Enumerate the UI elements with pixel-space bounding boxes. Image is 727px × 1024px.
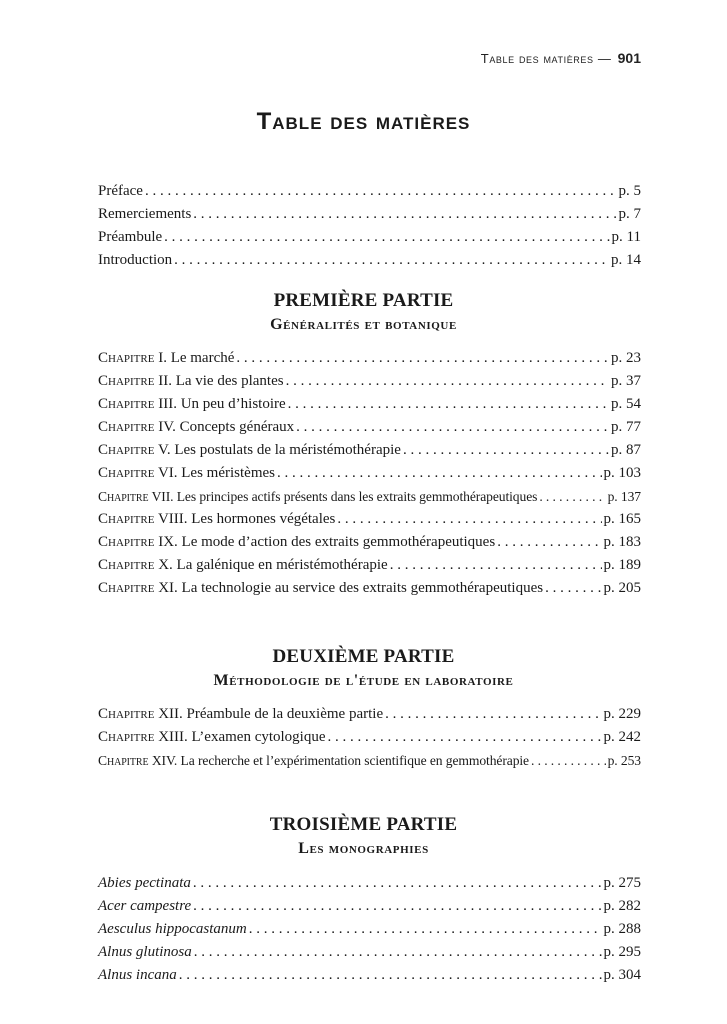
chapter-prefix: Chapitre (98, 396, 155, 412)
dot-leader (145, 180, 617, 203)
dot-leader (531, 749, 606, 772)
toc-entry[interactable] (98, 416, 641, 439)
chapter-prefix: Chapitre (98, 580, 155, 596)
dot-leader (193, 203, 616, 226)
entry-label: VI. Les méristèmes (157, 465, 275, 481)
dot-leader (545, 577, 601, 600)
running-head (481, 50, 641, 70)
toc-entry[interactable] (98, 370, 641, 393)
dot-leader (288, 393, 609, 416)
entry-label: XI. La technologie au service des extraits gemmothérapeutiques (158, 580, 544, 596)
chapter-prefix: Chapitre (98, 534, 155, 550)
dot-leader (193, 895, 601, 918)
entry-page: p. 229 (603, 706, 641, 722)
toc-entry[interactable] (98, 703, 641, 726)
dot-leader (236, 347, 609, 370)
dot-leader (296, 416, 609, 439)
running-head-title: Table des matières — (480, 51, 612, 66)
part-3-subtitle: Les monographies (298, 840, 429, 857)
entry-page: p. 205 (603, 580, 641, 596)
entry-label: Alnus incana (98, 967, 177, 983)
entry-page: p. 103 (603, 465, 641, 481)
part-3-title: TROISIÈME PARTIE (269, 814, 458, 835)
part-2-title: DEUXIÈME PARTIE (272, 646, 455, 667)
entry-page: p. 137 (607, 489, 641, 504)
dot-leader (286, 370, 609, 393)
entry-page: p. 275 (603, 875, 641, 891)
part-1-title: PREMIÈRE PARTIE (273, 290, 454, 311)
entry-page: p. 11 (611, 229, 641, 245)
entry-page: p. 189 (603, 557, 641, 573)
entry-label: Préface (98, 183, 143, 199)
dot-leader (194, 941, 602, 964)
entry-page: p. 23 (611, 350, 641, 366)
entry-label: XII. Préambule de la deuxième partie (158, 706, 384, 722)
toc-entry[interactable] (98, 918, 641, 941)
toc-entry[interactable] (98, 393, 641, 416)
chapter-prefix: Chapitre (98, 442, 155, 458)
chapter-prefix: Chapitre (98, 373, 155, 389)
dot-leader (164, 226, 609, 249)
page-number: 901 (617, 50, 641, 66)
entry-page: p. 165 (603, 511, 641, 527)
toc-entry[interactable] (98, 577, 641, 600)
toc-entry[interactable] (98, 726, 641, 749)
entry-page: p. 14 (611, 252, 641, 268)
part-1-subtitle: Généralités et botanique (270, 316, 457, 333)
entry-page: p. 282 (603, 898, 641, 914)
entry-page: p. 253 (607, 753, 641, 768)
entry-label: Introduction (98, 252, 173, 268)
toc-entry[interactable] (98, 531, 641, 554)
chapter-prefix: Chapitre (98, 419, 155, 435)
dot-leader (539, 485, 605, 508)
entry-label: VII. Les principes actifs présents dans les extraits gemmothérapeutiques (151, 489, 538, 504)
dot-leader (497, 531, 601, 554)
entry-label: X. La galénique en méristémothérapie (158, 557, 388, 573)
toc-entry[interactable] (98, 485, 641, 508)
chapter-prefix: Chapitre (98, 465, 155, 481)
dot-leader (174, 249, 609, 272)
toc-entry[interactable] (98, 941, 641, 964)
entry-page: p. 54 (611, 396, 641, 412)
entry-page: p. 37 (611, 373, 641, 389)
toc-entry[interactable] (98, 226, 641, 249)
entry-label: V. Les postulats de la méristémothérapie (157, 442, 401, 458)
entry-label: Acer campestre (98, 898, 192, 914)
dot-leader (193, 872, 602, 895)
toc-entry[interactable] (98, 749, 641, 772)
toc-entry[interactable] (98, 964, 641, 987)
toc-entry[interactable] (98, 439, 641, 462)
dot-leader (337, 508, 601, 531)
entry-page: p. 183 (603, 534, 641, 550)
toc-entry[interactable] (98, 895, 641, 918)
toc-entry[interactable] (98, 180, 641, 203)
chapter-prefix: Chapitre (98, 489, 149, 504)
toc-entry[interactable] (98, 347, 641, 370)
dot-leader (249, 918, 602, 941)
entry-page: p. 304 (603, 967, 641, 983)
dot-leader (328, 726, 602, 749)
page-title: Table des matières (256, 108, 471, 135)
toc-entry[interactable] (98, 249, 641, 272)
entry-label: IV. Concepts généraux (158, 419, 295, 435)
entry-label: Préambule (98, 229, 163, 245)
part-3-monograph-list (98, 872, 641, 987)
toc-entry[interactable] (98, 872, 641, 895)
toc-entry[interactable] (98, 203, 641, 226)
dot-leader (390, 554, 602, 577)
entry-page: p. 87 (611, 442, 641, 458)
entry-page: p. 295 (603, 944, 641, 960)
dot-leader (403, 439, 609, 462)
entry-page: p. 288 (603, 921, 641, 937)
chapter-prefix: Chapitre (98, 350, 155, 366)
chapter-prefix: Chapitre (98, 753, 149, 768)
part-2-chapter-list (98, 703, 641, 772)
toc-entry[interactable] (98, 554, 641, 577)
chapter-prefix: Chapitre (98, 729, 155, 745)
entry-label: I. Le marché (158, 350, 235, 366)
part-2-subtitle: Méthodologie de l'étude en laboratoire (213, 672, 514, 689)
toc-entry[interactable] (98, 462, 641, 485)
part-1-chapter-list (98, 347, 641, 600)
entry-label: Alnus glutinosa (98, 944, 192, 960)
toc-entry[interactable] (98, 508, 641, 531)
dot-leader (385, 703, 601, 726)
entry-label: XIV. La recherche et l’expérimentation scientifique en gemmothérapie (151, 753, 529, 768)
front-matter-list (98, 180, 641, 272)
entry-label: Abies pectinata (98, 875, 191, 891)
entry-label: II. La vie des plantes (158, 373, 284, 389)
entry-page: p. 7 (618, 206, 641, 222)
entry-label: IX. Le mode d’action des extraits gemmothérapeutiques (158, 534, 496, 550)
dot-leader (277, 462, 602, 485)
entry-label: Remerciements (98, 206, 192, 222)
entry-label: XIII. L’examen cytologique (158, 729, 326, 745)
entry-page: p. 77 (611, 419, 641, 435)
chapter-prefix: Chapitre (98, 557, 155, 573)
entry-label: III. Un peu d’histoire (158, 396, 286, 412)
entry-label: VIII. Les hormones végétales (157, 511, 336, 527)
chapter-prefix: Chapitre (98, 706, 155, 722)
entry-page: p. 5 (618, 183, 641, 199)
entry-label: Aesculus hippocastanum (98, 921, 247, 937)
chapter-prefix: Chapitre (98, 511, 155, 527)
entry-page: p. 242 (603, 729, 641, 745)
dot-leader (179, 964, 602, 987)
